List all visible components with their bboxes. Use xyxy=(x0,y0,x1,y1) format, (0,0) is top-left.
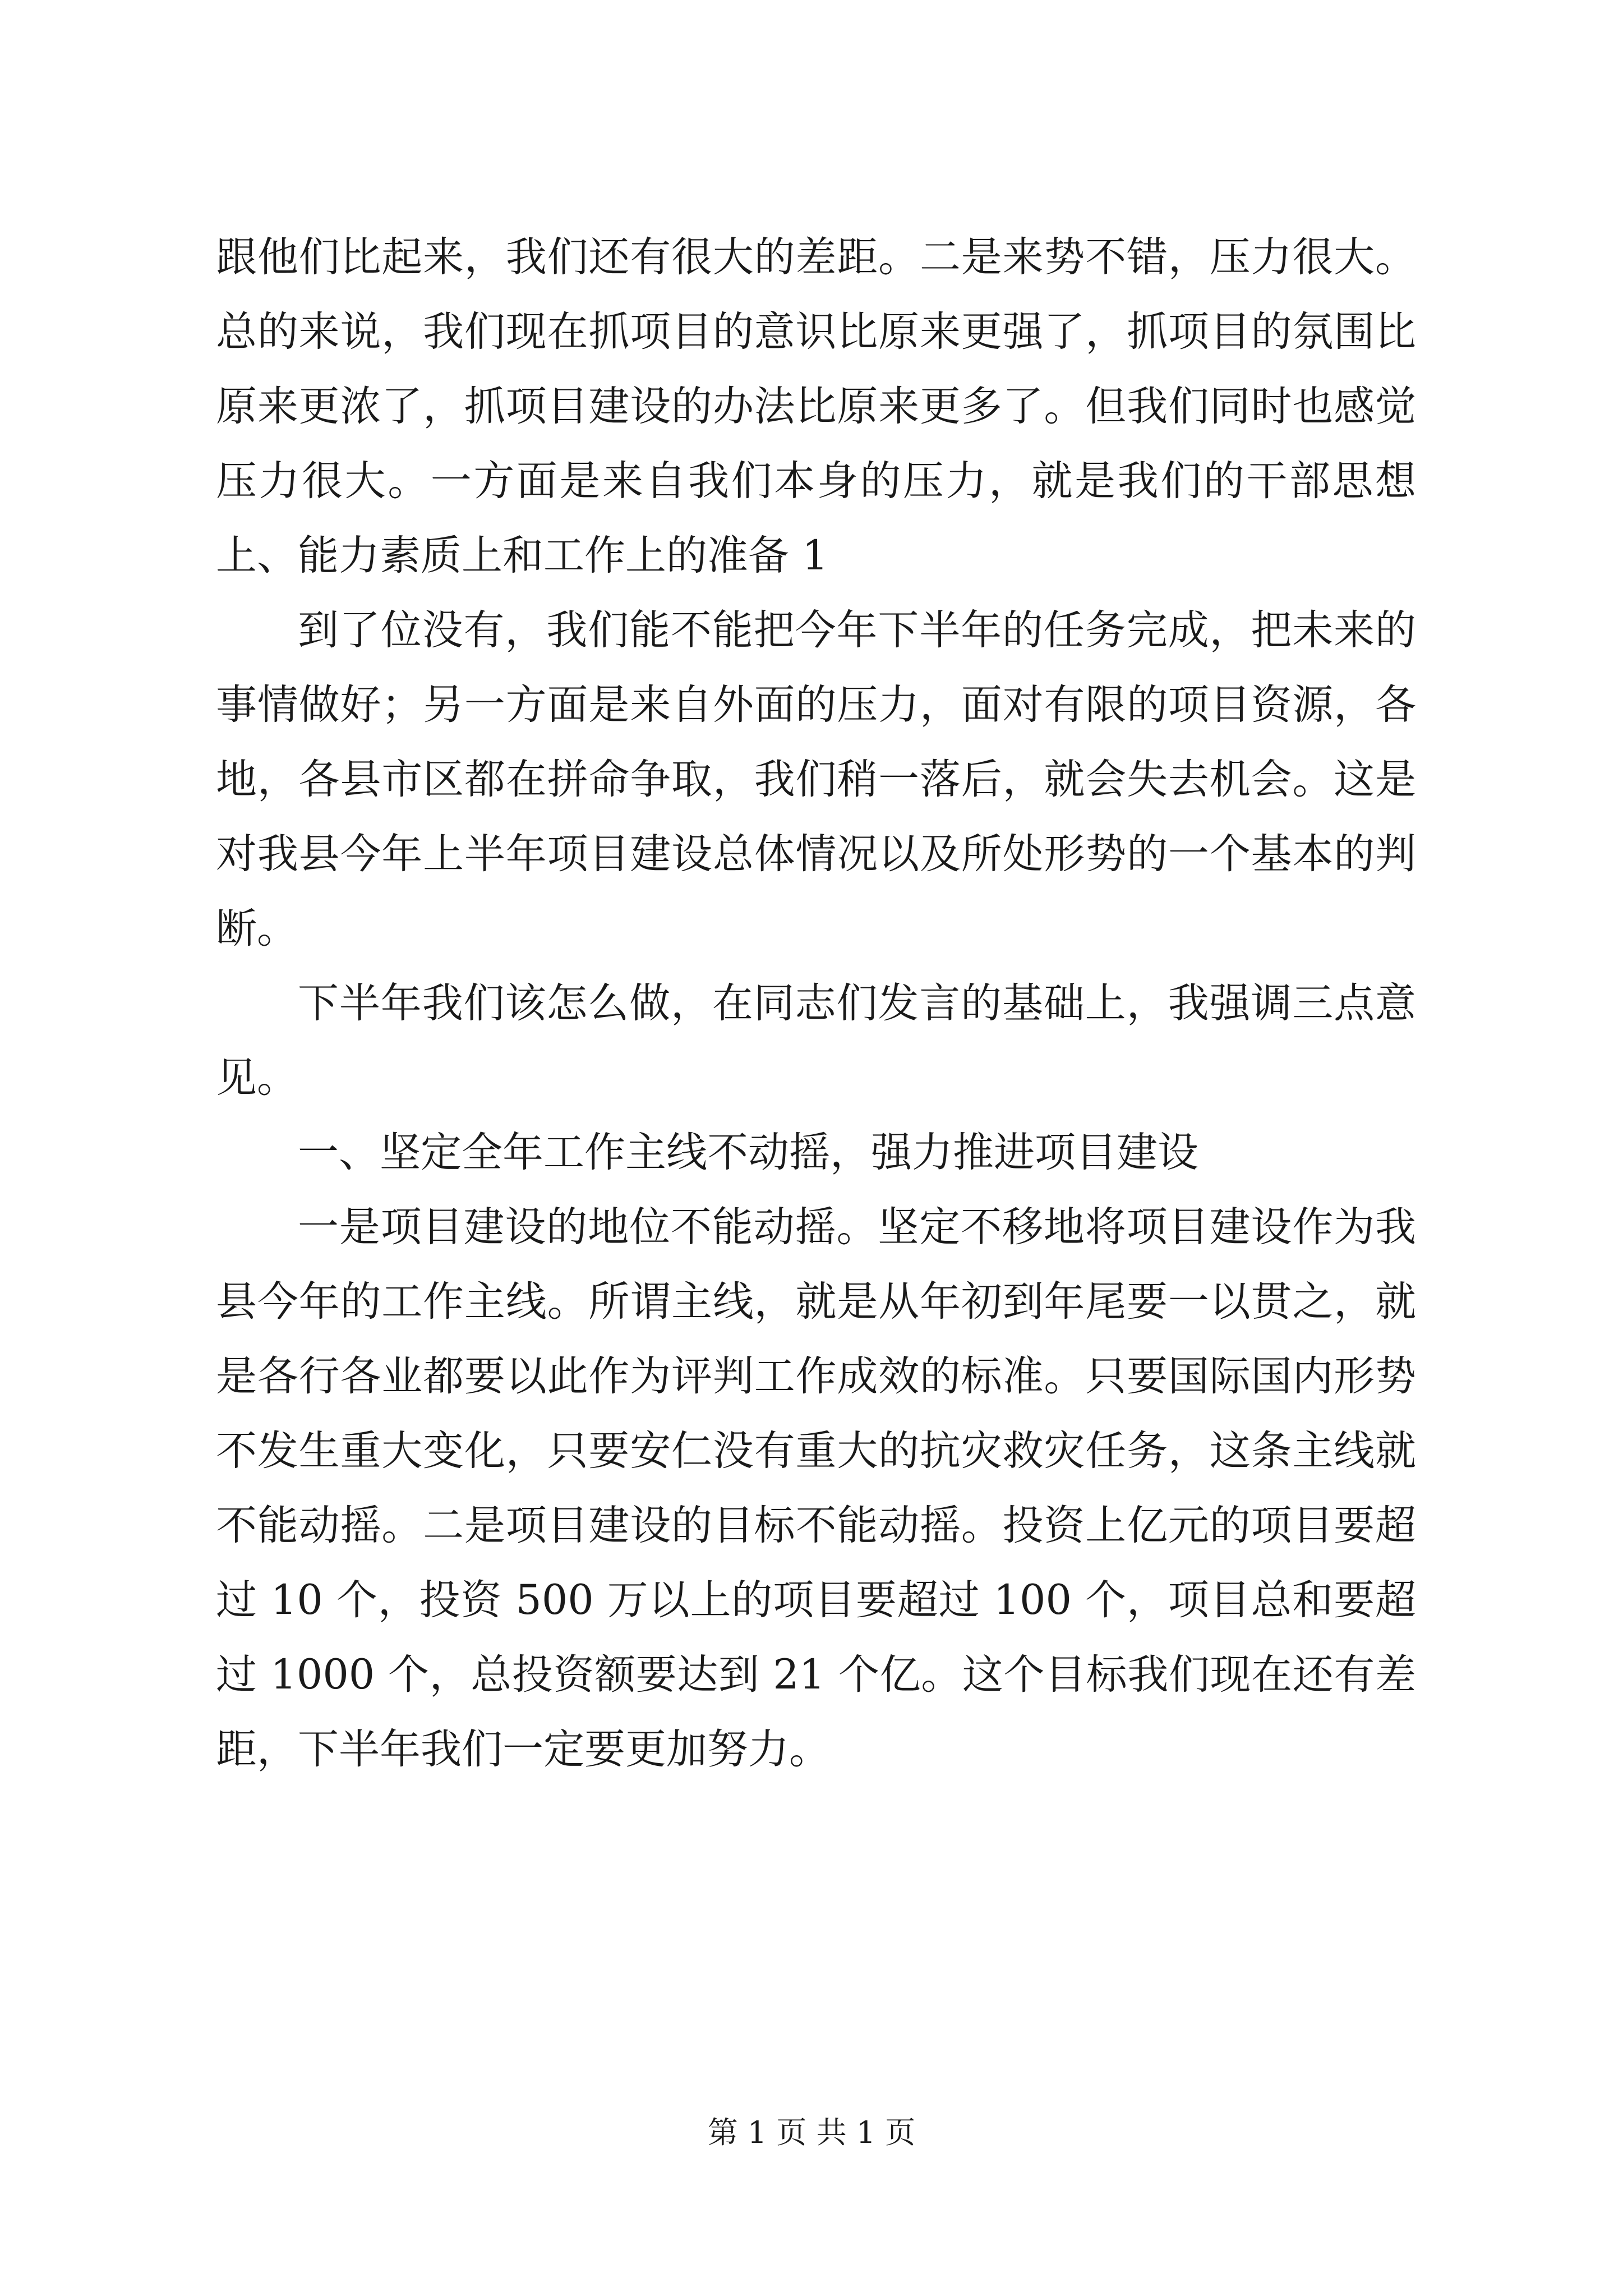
paragraph-5: 一是项目建设的地位不能动摇。坚定不移地将项目建设作为我县今年的工作主线。所谓主线，就是从年初到年尾要一以贯之，就是各行各业都要以此作为评判工作成效的标准。只要国际国内形势不发生重大变化，只要安仁没有重大的抗灾救灾任务，这条主线就不能动摇。二是项目建设的目标不能动摇。投资上亿元的项目要超过 10 个，投资 500 万以上的项目要超过 100 个，项目总和要超过 1000 个，总投资额要达到 21 个亿。这个目标我们现在还有差距，下半年我们一定要更加努力。 xyxy=(216,1203,1416,1773)
paragraph-2: 到了位没有，我们能不能把今年下半年的任务完成，把未来的事情做好；另一方面是来自外面的压力，面对有限的项目资源，各地，各县市区都在拼命争取，我们稍一落后，就会失去机会。这是对我县今年上半年项目建设总体情况以及所处形势的一个基本的判断。 xyxy=(216,606,1416,953)
page-footer: 第 1 页 共 1 页 xyxy=(707,2115,916,2150)
document-body xyxy=(216,220,1416,1787)
paragraph-3: 下半年我们该怎么做，在同志们发言的基础上，我强调三点意见。 xyxy=(216,979,1416,1102)
paragraph-1: 跟他们比起来，我们还有很大的差距。二是来势不错，压力很大。总的来说，我们现在抓项目的意识比原来更强了，抓项目的氛围比原来更浓了，抓项目建设的办法比原来更多了。但我们同时也感觉压力很大。一方面是来自我们本身的压力，就是我们的干部思想上、能力素质上和工作上的准备 1 xyxy=(216,233,1416,579)
section-heading: 一、坚定全年工作主线不动摇，强力推进项目建设 xyxy=(298,1129,1198,1176)
